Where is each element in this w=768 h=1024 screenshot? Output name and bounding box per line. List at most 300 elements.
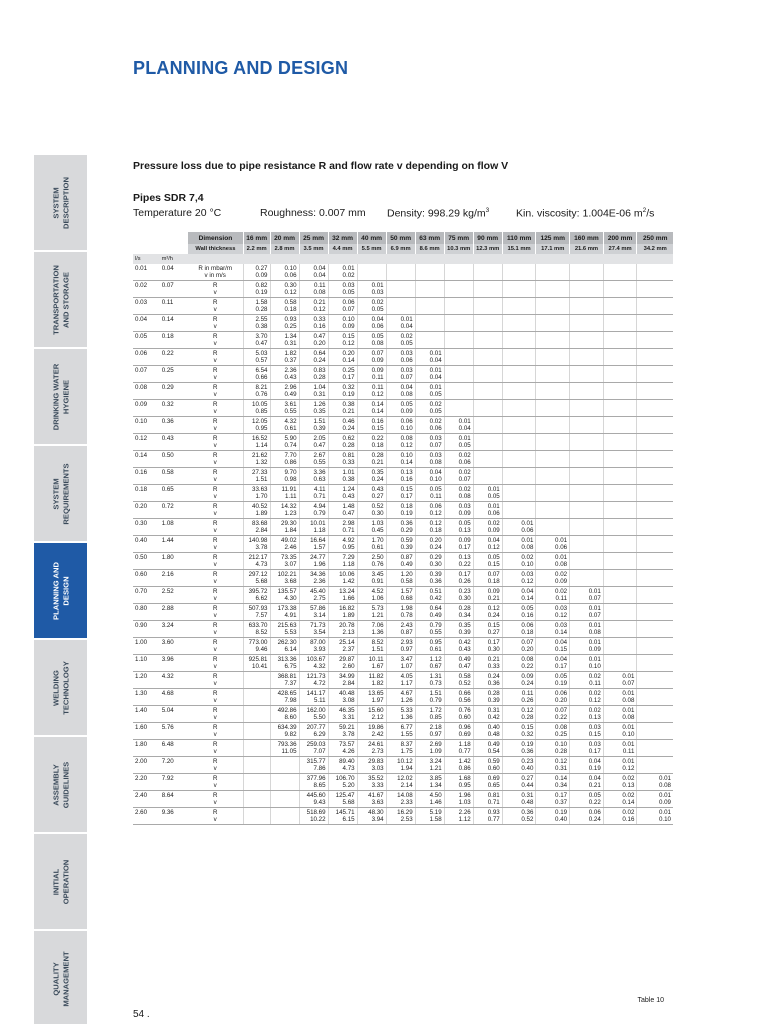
flow-ls-cell: 0.03 [135,299,148,306]
dimension-header: 20 mm [270,232,299,244]
velocity-cell: 0.14 [386,459,415,468]
velocity-cell [603,374,637,383]
row-label-cell: R [212,707,218,714]
flow-m3h-cell: 7.92 [161,775,174,782]
velocity-cell: 0.11 [536,595,570,604]
resistance-cell: 0.01 [637,808,673,817]
resistance-cell: 0.09 [502,672,536,681]
velocity-cell: 0.15 [536,646,570,655]
resistance-cell [637,536,673,545]
resistance-cell [536,451,570,460]
resistance-cell: 0.36 [386,519,415,528]
resistance-cell: 1.68 [444,774,473,783]
resistance-cell [603,400,637,409]
velocity-cell [473,306,502,315]
velocity-cell: 0.36 [502,748,536,757]
velocity-cell: 0.60 [473,765,502,774]
resistance-cell: 0.01 [637,791,673,800]
velocity-cell: 0.27 [473,629,502,638]
resistance-cell: 0.76 [444,706,473,715]
velocity-cell [637,561,673,570]
resistance-cell: 4.50 [415,791,444,800]
velocity-cell: 9.82 [270,731,299,740]
resistance-cell: 1.72 [415,706,444,715]
velocity-cell [603,578,637,587]
resistance-cell [415,332,444,341]
row-spacer-cell [133,476,160,485]
row-label-cell: v [188,340,244,349]
flow-m3h-cell: 0.36 [161,418,174,425]
velocity-cell: 0.86 [444,765,473,774]
table-row [133,527,673,536]
flow-m3h-cell: 3.60 [161,639,174,646]
row-label-cell: R [212,333,218,340]
velocity-cell: 0.57 [243,357,270,366]
velocity-cell [570,459,604,468]
velocity-cell [536,357,570,366]
velocity-cell [603,391,637,400]
table-row [133,459,673,468]
row-spacer-cell [133,816,160,825]
row-spacer-cell [133,697,160,706]
velocity-cell [637,272,673,281]
resistance-cell: 0.02 [444,485,473,494]
flow-ls-cell: 0.10 [135,418,148,425]
flow-m3h-cell: 9.36 [161,809,174,816]
velocity-cell: 0.09 [637,799,673,808]
row-label-cell: v [188,442,244,451]
resistance-cell [637,264,673,272]
row-spacer-cell [160,782,188,791]
velocity-cell: 0.31 [270,340,299,349]
resistance-cell: 40.52 [243,502,270,511]
resistance-cell: 73.57 [328,740,357,749]
resistance-cell [386,281,415,290]
velocity-cell: 0.52 [444,680,473,689]
row-spacer-cell [133,646,160,655]
velocity-cell [444,340,473,349]
velocity-cell: 0.07 [415,442,444,451]
resistance-cell: 57.86 [299,604,328,613]
resistance-cell [536,417,570,426]
sidebar-tab[interactable] [34,155,87,250]
resistance-cell: 0.20 [328,349,357,358]
resistance-cell: 173.38 [270,604,299,613]
resistance-cell: 0.01 [603,672,637,681]
resistance-cell [357,264,386,272]
velocity-cell: 1.46 [415,799,444,808]
row-spacer-cell [133,357,160,366]
row-spacer-cell [133,714,160,723]
velocity-cell: 3.54 [299,629,328,638]
sidebar-divider [34,444,87,446]
resistance-cell: 0.06 [502,621,536,630]
resistance-cell: 1.58 [243,298,270,307]
velocity-cell: 0.56 [444,697,473,706]
resistance-cell: 0.22 [357,434,386,443]
table-row [133,272,673,281]
flow-m3h-cell: 4.32 [161,673,174,680]
resistance-cell [386,264,415,272]
velocity-cell: 3.78 [328,731,357,740]
velocity-cell [473,289,502,298]
resistance-cell: 0.87 [386,553,415,562]
resistance-cell [415,281,444,290]
velocity-cell [536,510,570,519]
velocity-cell [570,357,604,366]
resistance-cell [243,808,270,817]
sidebar-divider [34,347,87,349]
sidebar-tab[interactable] [34,252,87,347]
velocity-cell: 0.19 [570,765,604,774]
resistance-cell [637,434,673,443]
velocity-cell [536,425,570,434]
velocity-cell [637,510,673,519]
resistance-cell: 0.02 [444,468,473,477]
resistance-cell: 518.69 [299,808,328,817]
wall-thickness-header: 2.2 mm [243,244,270,254]
velocity-cell: 0.13 [570,714,604,723]
velocity-cell: 1.94 [386,765,415,774]
velocity-cell: 0.07 [386,374,415,383]
resistance-cell: 34.36 [299,570,328,579]
velocity-cell: 0.06 [502,527,536,536]
resistance-cell [473,434,502,443]
velocity-cell: 7.98 [270,697,299,706]
velocity-cell [637,714,673,723]
resistance-cell: 5.19 [415,808,444,817]
row-spacer-cell [133,340,160,349]
velocity-cell [536,476,570,485]
table-heading: Pressure loss due to pipe resistance R and flow rate v depending on flow V [133,160,509,172]
resistance-cell: 395.72 [243,587,270,596]
row-spacer-cell [133,612,160,621]
temperature-text: Temperature 20 °C [133,207,222,219]
velocity-cell: 2.13 [328,629,357,638]
resistance-cell: 20.78 [328,621,357,630]
velocity-cell: 0.42 [473,714,502,723]
velocity-cell: 0.06 [357,323,386,332]
velocity-cell: 0.37 [536,799,570,808]
resistance-cell: 0.11 [299,281,328,290]
resistance-cell: 33.63 [243,485,270,494]
velocity-cell: 1.14 [243,442,270,451]
table-row [133,612,673,621]
resistance-cell: 11.91 [270,485,299,494]
row-spacer-cell [160,425,188,434]
velocity-cell: 3.31 [328,714,357,723]
velocity-cell [637,731,673,740]
velocity-cell: 0.10 [415,476,444,485]
resistance-cell: 0.02 [603,791,637,800]
resistance-cell: 0.10 [270,264,299,272]
resistance-cell: 5.33 [386,706,415,715]
resistance-cell: 8.37 [386,740,415,749]
sidebar-tab[interactable] [34,543,87,638]
table-row [133,757,673,766]
velocity-cell [270,799,299,808]
velocity-cell: 0.73 [415,680,444,689]
velocity-cell: 1.67 [357,663,386,672]
velocity-cell: 0.07 [444,476,473,485]
velocity-cell: 0.19 [386,510,415,519]
resistance-cell: 29.83 [357,757,386,766]
velocity-cell: 0.04 [415,374,444,383]
velocity-cell: 0.30 [357,510,386,519]
resistance-cell: 3.61 [270,400,299,409]
resistance-cell [570,519,604,528]
velocity-cell: 0.40 [536,816,570,825]
velocity-cell [473,425,502,434]
resistance-cell [603,519,637,528]
resistance-cell: 0.25 [328,366,357,375]
velocity-cell [570,272,604,281]
velocity-cell [637,374,673,383]
velocity-cell: 1.70 [243,493,270,502]
velocity-cell: 7.07 [299,748,328,757]
resistance-cell: 1.20 [386,570,415,579]
resistance-cell [502,400,536,409]
resistance-cell [502,417,536,426]
sidebar-tab[interactable] [34,446,87,541]
velocity-cell: 1.34 [415,782,444,791]
sidebar-tab[interactable] [34,349,87,444]
resistance-cell [386,298,415,307]
velocity-cell: 0.66 [243,374,270,383]
sidebar-tab-label: WELDING TECHNOLOGY [51,660,70,715]
velocity-cell [270,816,299,825]
velocity-cell: 1.03 [444,799,473,808]
velocity-cell: 0.28 [502,714,536,723]
resistance-cell: 0.01 [473,485,502,494]
table-row [133,748,673,757]
dimension-header: 40 mm [357,232,386,244]
row-label-cell: v [188,629,244,638]
resistance-cell: 0.04 [536,655,570,664]
velocity-cell: 0.08 [415,459,444,468]
sidebar-tab[interactable] [34,640,87,735]
sidebar-tab[interactable] [34,834,87,929]
velocity-cell [603,527,637,536]
resistance-cell [603,434,637,443]
velocity-cell [637,459,673,468]
resistance-cell: 0.03 [536,604,570,613]
wall-thickness-header: 15.1 mm [502,244,536,254]
resistance-cell: 0.01 [603,706,637,715]
row-spacer-cell [160,680,188,689]
velocity-cell: 1.12 [444,816,473,825]
row-label-cell: v [188,646,244,655]
row-label-cell: v [188,561,244,570]
velocity-cell: 0.12 [357,391,386,400]
resistance-cell: 162.00 [299,706,328,715]
velocity-cell: 0.07 [570,595,604,604]
resistance-cell [536,349,570,358]
resistance-cell: 0.04 [357,315,386,324]
resistance-cell [502,366,536,375]
row-label-cell: v [188,306,244,315]
resistance-cell [637,723,673,732]
wall-thickness-header: 3.5 mm [299,244,328,254]
resistance-cell [444,298,473,307]
resistance-cell: 13.65 [357,689,386,698]
velocity-cell: 0.63 [299,476,328,485]
row-spacer-cell [133,629,160,638]
resistance-cell: 10.01 [299,519,328,528]
resistance-cell: 0.17 [473,638,502,647]
resistance-cell: 4.52 [357,587,386,596]
velocity-cell: 0.30 [473,646,502,655]
velocity-cell: 0.77 [473,816,502,825]
table-row [133,791,673,800]
sidebar-tab-label: ASSEMBLY GUIDELINES [51,761,70,808]
table-row [133,595,673,604]
resistance-cell: 0.05 [444,519,473,528]
velocity-cell: 8.52 [243,629,270,638]
resistance-cell [637,604,673,613]
resistance-cell: 0.03 [536,621,570,630]
resistance-cell: 4.11 [299,485,328,494]
velocity-cell [603,561,637,570]
resistance-cell: 0.31 [502,791,536,800]
resistance-cell [637,468,673,477]
resistance-cell: 634.39 [270,723,299,732]
velocity-cell: 0.91 [357,578,386,587]
resistance-cell [603,315,637,324]
velocity-cell: 0.49 [415,612,444,621]
velocity-cell: 0.05 [415,391,444,400]
resistance-cell: 0.59 [386,536,415,545]
sidebar-divider [34,832,87,834]
dimension-header: 16 mm [243,232,270,244]
resistance-cell: 1.42 [444,757,473,766]
flow-m3h-cell: 2.52 [161,588,174,595]
velocity-cell: 0.67 [415,663,444,672]
flow-m3h-cell: 0.25 [161,367,174,374]
velocity-cell: 0.47 [444,663,473,672]
velocity-cell: 0.28 [328,442,357,451]
velocity-cell: 0.43 [444,646,473,655]
resistance-cell [637,332,673,341]
resistance-cell [603,281,637,290]
velocity-cell: 0.95 [243,425,270,434]
density-sup: 3 [485,207,490,214]
resistance-cell: 507.93 [243,604,270,613]
row-label-cell: v [188,697,244,706]
table-row [133,400,673,409]
velocity-cell [637,476,673,485]
row-spacer-cell [160,459,188,468]
velocity-cell: 0.22 [570,799,604,808]
resistance-cell: 0.08 [536,723,570,732]
row-spacer-cell [160,493,188,502]
resistance-cell: 0.01 [570,638,604,647]
velocity-cell: 0.06 [386,357,415,366]
velocity-cell: 0.24 [415,544,444,553]
velocity-cell: 0.05 [386,340,415,349]
resistance-cell: 25.14 [328,638,357,647]
flow-ls-cell: 2.60 [135,809,148,816]
velocity-cell: 0.68 [386,595,415,604]
velocity-cell: 0.22 [536,714,570,723]
row-spacer-cell [133,391,160,400]
sidebar-tab[interactable] [34,931,87,1024]
velocity-cell [637,425,673,434]
velocity-cell [570,476,604,485]
resistance-cell [502,264,536,272]
flow-m3h-cell: 0.14 [161,316,174,323]
resistance-cell: 428.65 [270,689,299,698]
resistance-cell [603,621,637,630]
resistance-cell: 35.52 [357,774,386,783]
velocity-cell: 2.14 [386,782,415,791]
resistance-cell: 40.48 [328,689,357,698]
flow-ls-cell: 0.04 [135,316,148,323]
resistance-cell: 140.98 [243,536,270,545]
velocity-cell: 5.68 [328,799,357,808]
velocity-cell [603,612,637,621]
row-spacer-cell [160,612,188,621]
velocity-cell [415,289,444,298]
velocity-cell: 0.12 [570,697,604,706]
wall-thickness-header: 4.4 mm [328,244,357,254]
resistance-cell [536,468,570,477]
resistance-cell [570,434,604,443]
velocity-cell [502,425,536,434]
velocity-cell [637,357,673,366]
resistance-cell: 0.38 [328,400,357,409]
resistance-cell: 135.57 [270,587,299,596]
row-label-cell: R [212,690,218,697]
resistance-cell: 0.28 [473,689,502,698]
flow-ls-cell: 0.20 [135,503,148,510]
resistance-cell: 0.27 [243,264,270,272]
resistance-cell: 0.15 [386,485,415,494]
table-row [133,417,673,426]
resistance-cell: 0.59 [473,757,502,766]
resistance-cell [502,485,536,494]
row-spacer-cell [133,374,160,383]
velocity-cell: 2.12 [357,714,386,723]
velocity-cell: 3.78 [243,544,270,553]
resistance-cell: 0.30 [270,281,299,290]
velocity-cell: 0.17 [536,663,570,672]
velocity-cell: 0.16 [603,816,637,825]
resistance-cell: 3.36 [299,468,328,477]
resistance-cell [473,281,502,290]
velocity-cell: 0.05 [415,408,444,417]
flow-ls-cell: 2.40 [135,792,148,799]
resistance-cell: 0.03 [502,570,536,579]
flow-m3h-cell: 0.72 [161,503,174,510]
velocity-cell [570,408,604,417]
resistance-cell: 313.36 [270,655,299,664]
resistance-cell [473,264,502,272]
resistance-cell [536,366,570,375]
resistance-cell [637,383,673,392]
resistance-cell: 0.02 [473,519,502,528]
velocity-cell: 0.52 [502,816,536,825]
row-spacer-cell [160,510,188,519]
resistance-cell: 145.71 [328,808,357,817]
velocity-cell [603,272,637,281]
resistance-cell: 141.17 [299,689,328,698]
velocity-cell [444,374,473,383]
velocity-cell [444,408,473,417]
flow-ls-cell: 0.07 [135,367,148,374]
sidebar-tab[interactable] [34,737,87,832]
resistance-cell: 0.19 [536,808,570,817]
